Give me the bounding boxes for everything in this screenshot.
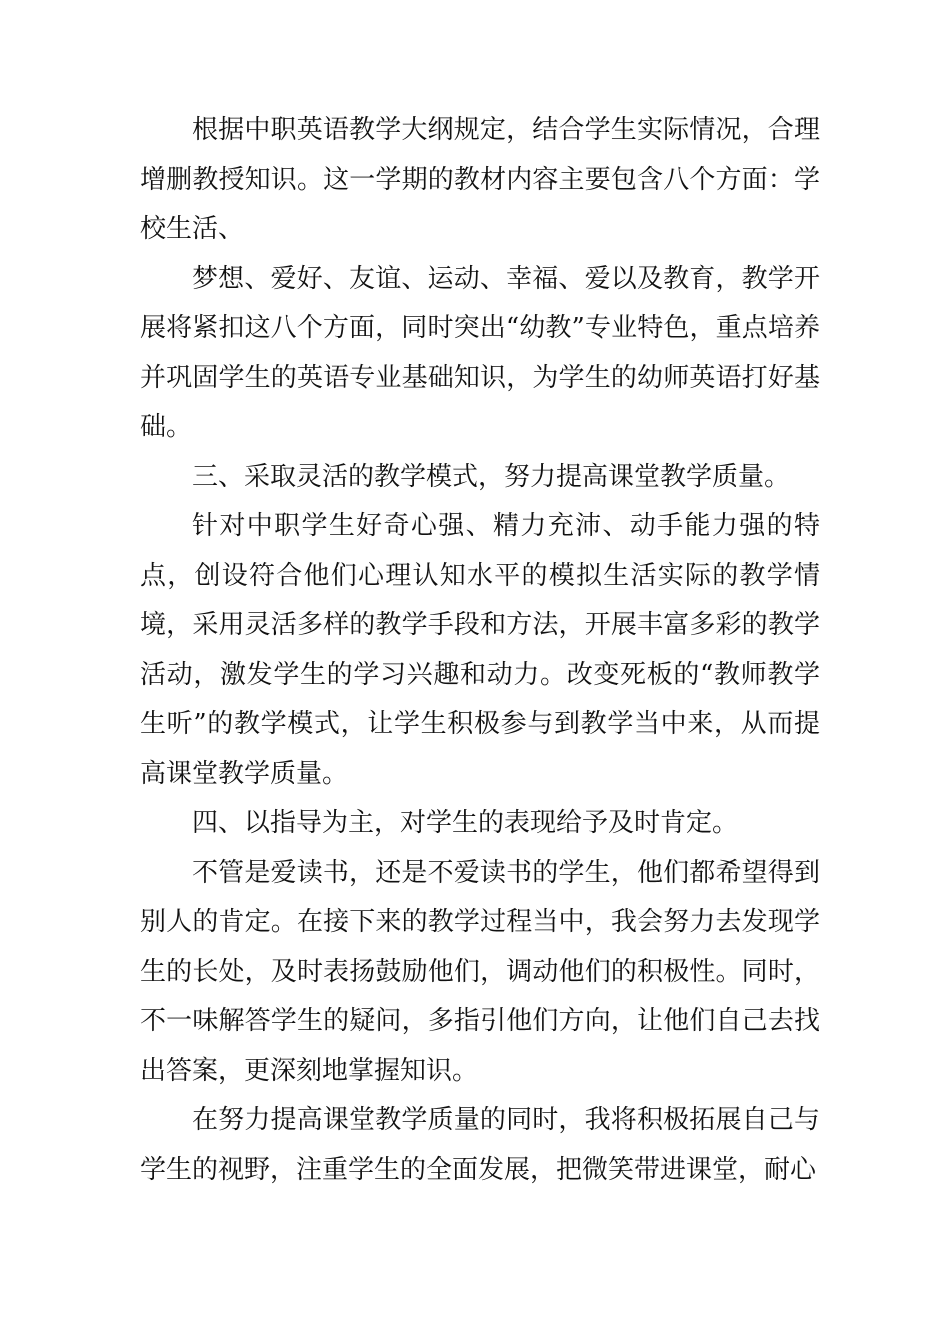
paragraph-guidance: 不管是爱读书，还是不爱读书的学生，他们都希望得到别人的肯定。在接下来的教学过程当中，我会努力去发现学生的长处，及时表扬鼓励他们，调动他们的积极性。同时，不一味解答学生的疑问，多指引他们方向，让他们自己去找出答案，更深刻地掌握知识。	[140, 857, 820, 1086]
section-heading-guidance: 四、以指导为主，对学生的表现给予及时肯定。	[192, 808, 739, 838]
document-body	[140, 106, 820, 1195]
paragraph-textbook-content: 根据中职英语教学大纲规定，结合学生实际情况，合理增删教授知识。这一学期的教材内容主要包含八个方面：学校生活、	[140, 115, 820, 244]
paragraph-teaching-mode: 针对中职学生好奇心强、精力充沛、动手能力强的特点，创设符合他们心理认知水平的模拟生活实际的教学情境，采用灵活多样的教学手段和方法，开展丰富多彩的教学活动，激发学生的学习兴趣和动力。改变死板的“教师教学生听”的教学模式，让学生积极参与到教学当中来，从而提高课堂教学质量。	[140, 511, 820, 789]
paragraph-teaching-focus: 梦想、爱好、友谊、运动、幸福、爱以及教育，教学开展将紧扣这八个方面，同时突出“幼教”专业特色，重点培养并巩固学生的英语专业基础知识，为学生的幼师英语打好基础。	[140, 263, 820, 442]
section-heading-teaching-mode: 三、采取灵活的教学模式，努力提高课堂教学质量。	[192, 461, 791, 492]
paragraph-broaden-horizons: 在努力提高课堂教学质量的同时，我将积极拓展自己与学生的视野，注重学生的全面发展，把微笑带进课堂，耐心	[140, 1105, 820, 1185]
